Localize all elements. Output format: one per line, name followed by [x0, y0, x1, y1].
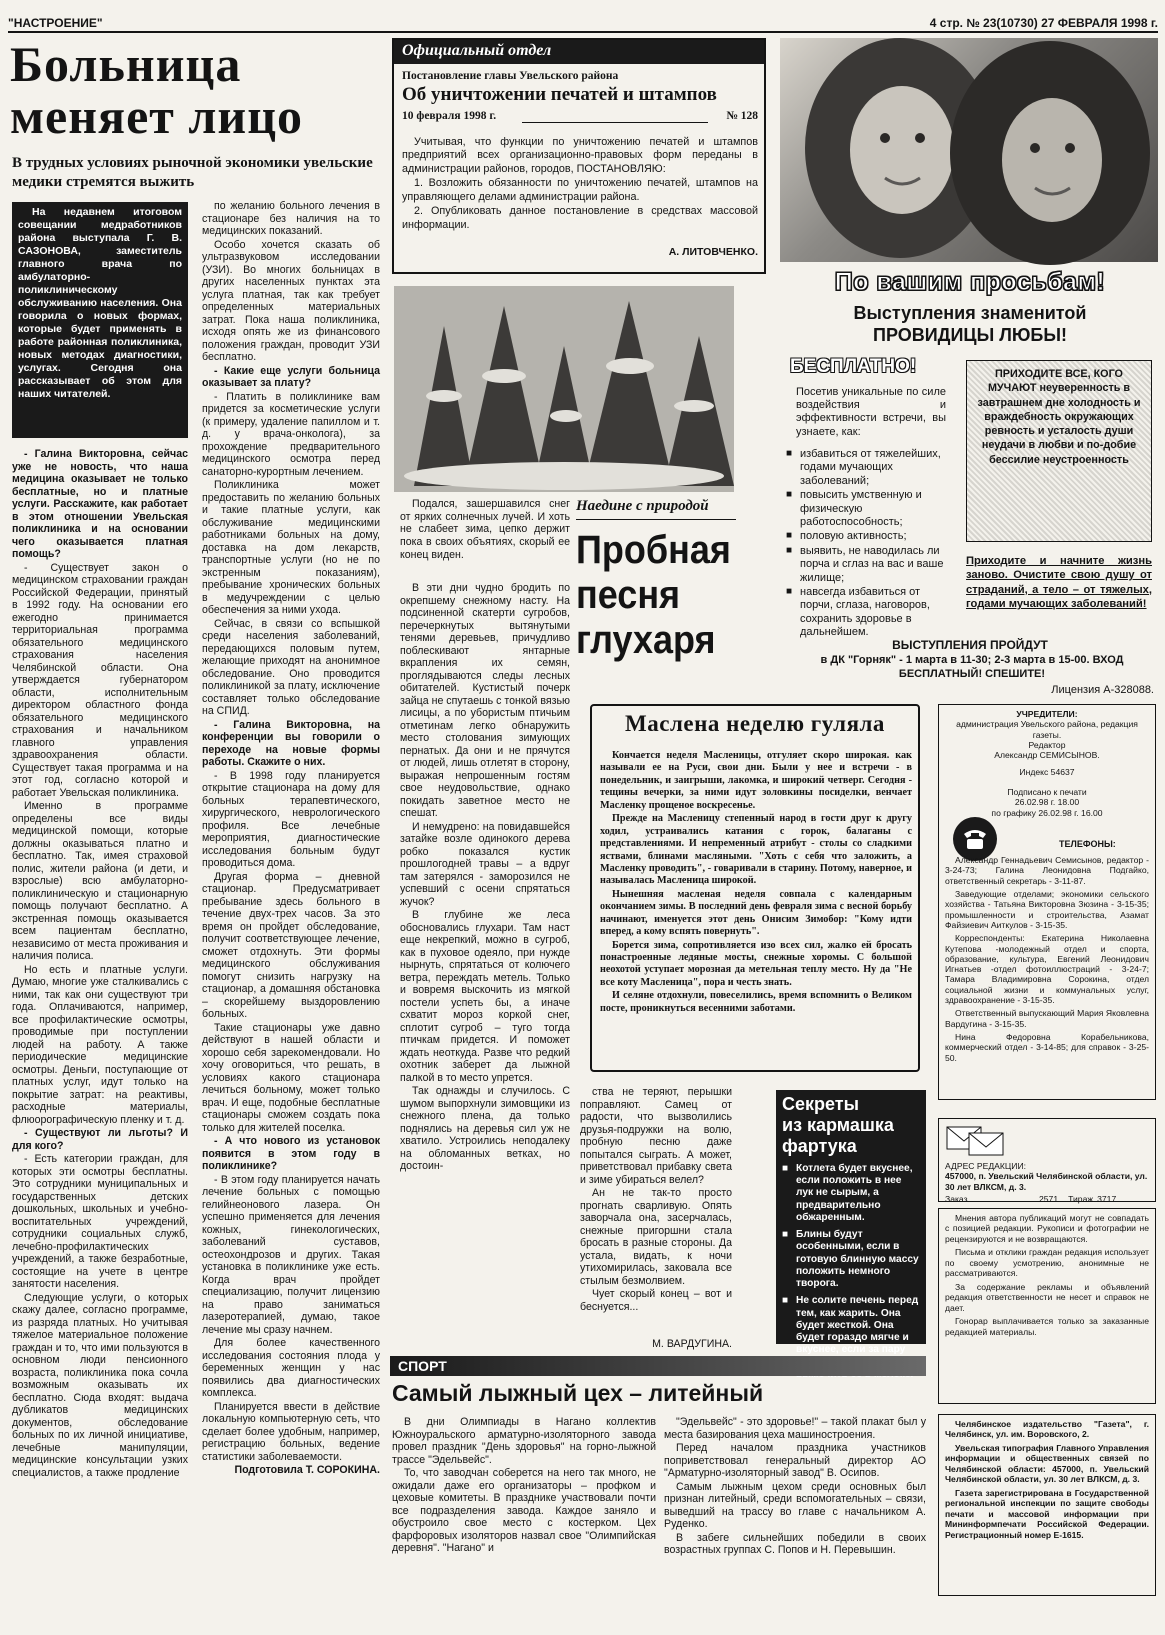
paragraph: Для более качественного исследования состояния плода у беременных женщин у нас появились два диагностических комплекса. [202, 1337, 380, 1399]
paragraph: Именно в программе определены все виды медицинской помощи, которые должны оказываться платно и бесплатно. Так, имея страховой полис, жители района (и дети, и взрослые) всю амбулаторно-поликлиническую и стационарную помощь получают бесплатно. А экстренная помощь оказывается всем пациентам бесплатно, независимо от места проживания и наличия полиса. [12, 800, 188, 962]
address-text: 457000, п. Увельский Челябинской области, ул. 30 лет ВЛКСМ, д. 3. [945, 1171, 1148, 1192]
paragraph: - Платить в поликлинике вам придется за косметические услуги (к примеру, удаление папиллом и т. д. у врача-онколога), за прохождение предварительного медицинского осмотра перед санаторно-курортным лечением. [202, 390, 380, 478]
phone-entry: Александр Геннадьевич Семисынов, редактор - 3-24-73; Галина Леонидовна Подгайко, ответственный секретарь - 3-11-87. [945, 855, 1149, 886]
recipes-title [782, 1094, 920, 1157]
ad-photo [780, 38, 1158, 262]
editorial-note: Письма и отклики граждан редакция использует по своему усмотрению, анонимные не рассматриваются. [945, 1247, 1149, 1279]
paragraph: - Существует закон о медицинском страховании граждан Российской Федерации, принятый в 1992 году. На основании его ежегодно принимается территориальная программа обязательного медицинского страхования населения Челябинской области. Она утверждается губернатором области, исполнительным директором областного фонда обязательного медицинского страхования и начальником главного управления здравоохранения области. Существует такая программа и на этот год, согласно которой и работает Увельская поликлиника. [12, 561, 188, 799]
editorial-note: За содержание рекламы и объявлений редакция ответственности не несет и справок не дает. [945, 1281, 1149, 1313]
ad-banner: По вашим просьбам! [834, 268, 1106, 296]
paragraph: 1. Возложить обязанности по уничтожению печатей, штампов на управляющего делами администрации района. [402, 177, 758, 203]
publisher-entry: Газета зарегистрирована в Государственной региональной инспекции по защите свободы печати и массовой информации при Мининформпечати Российской Федерации. Регистрационный номер Е-1615. [945, 1487, 1149, 1540]
sport-col2 [664, 1416, 926, 1628]
order-value: 2571 [1039, 1193, 1059, 1204]
recipe-item: ■ Не солите печень перед тем, как жарить. Она будет жесткой. Она будет гораздо мягче и вкуснее, если за пару [782, 1295, 920, 1381]
phone-entry: Заведующие отделами; экономики сельского хозяйства - Татьяна Викторовна Зюзина - 3-15-35; промышленности и строительства, Азамат Файзиевич Аиткулов - 3-15-35. [945, 888, 1149, 930]
ad-free: БЕСПЛАТНО! [790, 356, 917, 377]
paragraph: И немудрено: на повидавшейся затайке возле одинокого дерева робко показался кустик прошлогодней травы – а вдруг там затерялся - заморозился не успевший с осени спрятаться жучок? [400, 820, 570, 908]
schedule: по графику 26.02.98 г. 16.00 [991, 807, 1103, 818]
paragraph: В забеге сильнейших победили в своих возрастных группах С. Попов и Н. Перевышин. [664, 1531, 926, 1556]
run-label: Тираж [1068, 1193, 1094, 1204]
hospital-title-line2: меняет лицо [10, 88, 304, 144]
paragraph: Сейчас, в связи со вспышкой среди населения заболеваний, передающихся половым путем, желающие приходят на анонимное обследование. Оно проводится поликлиникой за плату, исключение составляет только обследование на СПИД. [202, 617, 380, 717]
paragraph: Планируется ввести в действие локальную компьютерную сеть, что сделает более удобным, например, регистрацию больных, ведение статистики заболеваемости. [202, 1400, 380, 1463]
women-photo-icon [780, 38, 1158, 262]
paragraph: Самым лыжным цехом среди основных был признан литейный, среди вспомогательных – связи, выведший на трассу во главе с начальником А. Руденко. [664, 1480, 926, 1530]
ad-license: Лицензия А-328088. [1051, 684, 1154, 696]
editor-name: Александр СЕМИСЫНОВ. [994, 750, 1100, 761]
paragraph: - В 1998 году планируется открытие стационара на дому для больных терапевтического, хирургического, неврологического профиля. Все лечебные мероприятия, диагностические исследования больным будут проводиться дома. [202, 769, 380, 869]
paragraph: Следующие услуги, о которых скажу далее, согласно программе, из разряда платных. Но учитывая тяжелое материальное положение граждан и то, что ими пользуются в основном люди пенсионного возраста, поликлиника пока сочла возможным оказывать их бесплатно. Сюда входят: выдача дубликатов медицинских документов, обследование больных по их личной инициативе, лечебные манипуляции, медицинские консультации узких специалистов, а также продление [12, 1291, 188, 1479]
ad-shows: в ДК "Горняк" - 1 марта в 11-30; 2-3 марта в 15-00. ВХОД БЕСПЛАТНЫЙ! СПЕШИТЕ! [820, 654, 1124, 680]
official-banner: Официальный отдел [394, 40, 764, 64]
editor-label: Редактор [1028, 739, 1066, 750]
sport-rubric-bar [390, 1356, 926, 1376]
address-label: АДРЕС РЕДАКЦИИ: [945, 1161, 1027, 1171]
nature-title-line1: Пробная [576, 528, 731, 572]
paragraph: - В этом году планируется начать лечение больных с помощью гелийнеонового лазера. Он успешно применяется для лечения кожных, гинекологических, заболеваний суставов, остеохондрозов и других. Такая установка в поликлинике уже есть. Когда врач пройдет специализацию, получит лицензию на право заниматься лазеротерапией, думаю, такое лечение мы сразу начнем. [202, 1173, 380, 1336]
ad-shows-title: ВЫСТУПЛЕНИЯ ПРОЙДУТ [892, 638, 1048, 652]
recipes-list [782, 1163, 920, 1381]
paragraph: - Существуют ли льготы? И для кого? [12, 1127, 188, 1152]
recipe-item: ■ Котлета будет вкуснее, если положить в нее лук не сырым, а предварительно обжаренным. [782, 1163, 920, 1224]
paragraph: Учитывая, что функции по уничтожению печатей и штампов предприятий всех организационно-правовых форм переданы в администрации районов, городов, ПОСТАНОВЛЯЮ: [402, 136, 758, 175]
phones-label: ТЕЛЕФОНЫ: [1059, 839, 1116, 849]
paragraph: 2. Опубликовать данное постановление в средствах массовой информации. [402, 205, 758, 231]
paragraph: В дни Олимпиады в Нагано коллектив Южноуральского арматурно-изоляторного завода провел праздник "День здоровья" на горно-лыжной трассе "Эдельвейс". [392, 1416, 656, 1466]
paragraph: Перед началом праздника участников поприветствовал генеральный директор АО "Арматурно-изоляторный завод" В. Осипов. [664, 1442, 926, 1479]
ad-bullet: ■ навсегда избавиться от порчи, сглаза, наговоров, сохранить здоровье в дальнейшем. [786, 586, 950, 640]
envelope-icon [945, 1123, 1009, 1159]
paragraph: В глубине же леса обосновались глухари. Там наст еще некрепкий, можно в сугроб, как в пуховое одеяло, при нужде нырнуть, спрятаться от колючего ветра, переждать метель. Только и вовремя выскочить из мягкой постели успеть бы, а иначе схватит мороз коркой снег, сплотит сугроб – туго тогда птичкам придется. И поможет ждать неоткуда. Разве что редкий охотник заберет да лыжной палкой в то место упрется. [400, 909, 570, 1084]
paragraph: В эти дни чудно бродить по окрепшему снежному насту. На подсиненной скатерти сугробов, перечеркнутых вытянутыми тенями деревьев, причудливо поблескивают янтарные вкрапления их семян, проглядываются следы лесных обитателей. Кустистый почерк зайца не спутаешь с тонкой вязью лисицы, а по убористым птичьим отметинам легко обнаружить место столования зимующих пернатых. Да они и не прячутся от людей, лишь отлетят в сторону, выражая непрошенным гостям свое неудовольствие, однако покидать заветное место не спешат. [400, 582, 570, 819]
hospital-title [10, 38, 390, 148]
hospital-col1 [12, 448, 188, 1635]
paragraph: Нынешняя масленая неделя совпала с календарным окончанием зимы. В последний день февраля зима с весной борьбу начинают, именуется этот день Онисим Зимобор: "Кому идти вперед, а кому вспять повернуть". [600, 888, 912, 938]
ad-box [966, 360, 1152, 542]
ad-title [790, 302, 1150, 350]
ad-bullet: ■ избавиться от тяжелейших, годами мучающих заболеваний; [786, 448, 950, 488]
hospital-subtitle: В трудных условиях рыночной экономики увельские медики стремятся выжить [12, 155, 373, 190]
paragraph: ства не теряют, перышки поправляют. Самец от радости, что вызволились друзья-подружки на волю, пробную песню даже попытался сыграть. А может, приветствовал прибавку света и зиме убираться велел? [580, 1086, 732, 1186]
editorial-note: Гонорар выплачивается только за заказанные редакцией материалы. [945, 1316, 1149, 1337]
address-box [938, 1118, 1156, 1202]
paragraph: - А что нового из установок появится в этом году в поликлинике? [202, 1135, 380, 1172]
maslenitsa-title: Маслена неделю гуляла [625, 711, 885, 736]
header-rubric: "НАСТРОЕНИЕ" [8, 16, 103, 30]
hospital-signature: Подготовила Т. СОРОКИНА. [234, 1464, 380, 1476]
publisher-entry: Увельская типография Главного Управления информации и общественных связей по Челябинской области: 457000, п. Увельский Челябинской области, ул. 30 лет ВЛКСМ, д. 3. [945, 1442, 1149, 1485]
phone-entry: Ответственный выпускающий Мария Яковлевна Вардугина - 3-15-35. [945, 1008, 1149, 1029]
paragraph: по желанию больного лечения в стационаре без наличия на то медицинских показаний. [202, 200, 380, 237]
official-rule [522, 122, 708, 123]
official-signature: А. ЛИТОВЧЕНКО. [668, 246, 758, 258]
sport-col1 [392, 1416, 656, 1628]
nature-title-line3: глухаря [576, 618, 716, 662]
ad-intro: Посетив уникальные по силе воздействия и эффективности встречи, вы узнаете, как: [796, 386, 946, 438]
paragraph: Особо хочется сказать об ультразвуковом исследовании (УЗИ). Во многих больницах в других населенных пунктах эта услуга платная, так как требует определенных материальных затрат. Пока наша поликлиника, исходя опять же из финансового положения граждан, проводит УЗИ бесплатно. [202, 238, 380, 363]
official-box [392, 38, 766, 274]
hospital-lead [12, 202, 188, 438]
index: Индекс 54637 [1019, 766, 1075, 777]
maslenitsa-box [590, 704, 920, 1072]
paragraph: - Есть категории граждан, для которых эти осмотры бесплатны. Это сотрудники муниципальных и государственных детских дошкольных, школьных и учебно-воспитательных учреждений, сотрудники социальных служб, лечебно-профилактических учреждений, а также безработные, состоящие на учете в центре занятости населения. [12, 1153, 188, 1290]
run-value: 3717 [1097, 1193, 1117, 1204]
phone-entry: Корреспонденты: Екатерина Николаевна Кутепова -молодежный отдел и спорта, образование, культура, Евгений Леонидович Игнатьев -отдел фотоиллюстраций - 3-24-7; Тамара Владимировна Сорокина, отдел социальной жизни и коммунальных услуг, здравоохранение - 3-15-35. [945, 933, 1149, 1006]
issue-line: 4 стр. № 23(10730) 27 ФЕВРАЛЯ 1998 г. [929, 16, 1158, 30]
order-row [945, 1194, 1149, 1204]
recipes-title-line2: из кармашка [782, 1115, 894, 1135]
sport-title: Самый лыжный цех – литейный [392, 1380, 764, 1406]
forest-photo [394, 286, 734, 492]
ad-bullet: ■ половую активность; [786, 530, 950, 543]
paragraph: - Галина Викторовна, сейчас уже не новость, что наша медицина оказывает не только бесплатные, но и платные услуги. Расскажите, как работает в этом отношении Увельская поликлиника и на основании чего оказывается платная помощь? [12, 448, 188, 560]
publisher-box [938, 1414, 1156, 1596]
official-title: Об уничтожении печатей и штампов [402, 84, 717, 105]
paragraph: Поликлиника может предоставить по желанию больных и такие платные услуги, как обслуживание медицинскими работниками больных на дому, доставка на дом лекарств, транспортные услуги (но не по экстренным показаниям), пребывание хронических больных в медучреждении с целью обеспечения за ними ухода. [202, 479, 380, 616]
recipe-item: ■ Блины будут особенными, если в готовую блинную массу положить немного творога. [782, 1229, 920, 1290]
paragraph: То, что заводчан соберется на него так много, не ожидали даже его организаторы – профком и цеховые комитеты. В празднике участвовали почти все подразделения завода. Каждое заняло и обустроило свое место с костерком. Цех фарфоровых изоляторов назвал свое "Олимпийская деревня". "Нагано" и [392, 1467, 656, 1554]
header-rule [8, 31, 1158, 33]
imprint-box [938, 704, 1156, 1100]
paragraph: И селяне отдохнули, повеселились, время вспомнить о Великом посте, проникнуться весенними заботами. [600, 990, 912, 1014]
paragraph: Чует скорый конец – вот и беснуется... [580, 1288, 732, 1313]
signed-label: Подписано к печати [1007, 786, 1087, 797]
phones-list [945, 855, 1149, 1091]
paragraph: Кончается неделя Масленицы, отгуляет скоро широкая. как называли ее на Руси, свои дни. Были у нее и встречи - в понедельник, и заигрыши, лакомка, и широкий четверг. Сегодня - тещины вечерки, за ними идут золовкины посиделки, венчает Масленку прощеное воскресенье. [600, 750, 912, 811]
founders-label: УЧРЕДИТЕЛИ: [1016, 709, 1078, 719]
paragraph: "Эдельвейс" - это здоровье!" – такой плакат был у места базирования цеха машиностроения. [664, 1416, 926, 1441]
founders-text: администрация Увельского района, редакция газеты. [956, 719, 1138, 740]
paragraph: Прежде на Масленицу степенный народ в гости друг к другу ходил, устраивались катания с горок, балаганы с представлениями. И непременный атрибут - столы со сладкими яствами, блинами масляными. "Хоть с себя что заложить, а Масленку проводить", - говаривали в старину. Потому, наверное, и называлась Масленица широкой. [600, 813, 912, 887]
recipes-box [776, 1090, 926, 1356]
ad-call: Приходите и начните жизнь заново. Очистите свою душу от страданий, а тело – от тяжелых, годами мучающих заболеваний! [966, 555, 1152, 610]
paragraph: Другая форма – дневной стационар. Предусматривает пребывание здесь больного в течение двух-трех часов. За это время он пройдет обследование, получит соответствующее лечение, сможет отдохнуть. Эти формы медицинского обслуживания помогут снизить нагрузку на стационар, а домашняя обстановка – скорейшему выздоровлению больных. [202, 870, 380, 1020]
nature-top-text: Подался, зашершавился снег от ярких солнечных лучей. И хоть не слабеет зима, цепко держит пока в своих объятиях, скорый ее конец виден. [400, 498, 570, 561]
paragraph: - Галина Викторовна, на конференции вы говорили о переходе на новые формы работы. Скажите о них. [202, 718, 380, 768]
official-date: 10 февраля 1998 г. [402, 110, 497, 122]
paragraph: - Какие еще услуги больница оказывает за плату? [202, 364, 380, 389]
nature-rubric: Наедине с природой [576, 498, 736, 520]
hospital-col2 [202, 200, 380, 1635]
recipes-title-line3: фартука [782, 1136, 857, 1156]
sport-rubric: СПОРТ [398, 1358, 447, 1374]
paragraph: Борется зима, сопротивляется изо всех сил, жалко ей бросать понастроенные ледяные мосты, снежные хоромы. С большой неохотой уступает морозная да метельная теплу место. Ну да "Не все коту Масленица", пора и честь знать. [600, 939, 912, 988]
ad-title-line2: ПРОВИДИЦЫ ЛЮБЫ! [873, 325, 1067, 345]
maslenitsa-body [600, 750, 912, 1068]
ad-bullets [786, 448, 950, 638]
founders [945, 709, 1149, 818]
hospital-title-line1: Больница [10, 36, 242, 92]
phone-entry: Нина Федоровна Корабельникова, коммерческий отдел - 3-14-85; для справок - 3-25-50. [945, 1032, 1149, 1063]
recipes-title-line1: Секреты [782, 1094, 859, 1114]
hospital-lead-text: На недавнем итоговом совещании медработников района выступала Г. В. САЗОНОВА, заместитель главного врача по амбулаторно-поликлиническому обслуживанию населения. Она говорила о новых формах, которые будет применять в работе районная поликлиника, новых методах диагностики, услугах. Сегодня она рассказывает об этом для наших читателей. [18, 206, 182, 401]
official-body [402, 136, 758, 236]
ad-box-text: ПРИХОДИТЕ ВСЕ, КОГО МУЧАЮТ неуверенность в завтрашнем дне холодность и враждебность окружающих ревность и усталость души неудачи в любви и по-добие бессилие неустроенность [977, 368, 1141, 466]
ad-bullet: ■ выявить, не наводилась ли порча и сглаз на вас и ваше жилище; [786, 545, 950, 585]
ad-bullet: ■ повысить умственную и физическую работоспособность; [786, 489, 950, 529]
paragraph: Так однажды и случилось. С шумом выпорхнули зимовщики из снежного плена, да только поднялись на деревья сил уж не хватило. Устроились неподалеку на обломанных ветках, но достоин- [400, 1085, 570, 1172]
paragraph: Ан не так-то просто прогнать сварливую. Опять заворчала она, засерчалась, снежные пригоршни стала бросать в разные стороны. Да устала, видать, к ночи утихомирилась, заковала все стылым безмолвием. [580, 1187, 732, 1287]
paragraph: Такие стационары уже давно действуют в нашей области и хорошо себя зарекомендовали. Но хочу оговориться, что решать, в условиях какого стационара лечиться больному, может только врач. И еще, подобные бесплатные стационары сможем создать пока только для жителей поселка. [202, 1021, 380, 1134]
nature-col-b [580, 1086, 732, 1340]
snowy-forest-icon [394, 286, 734, 492]
signed-date: 26.02.98 г. 18.00 [1014, 797, 1080, 808]
publisher-entry: Челябинское издательство "Газета", г. Челябинск, ул. им. Воровского, 2. [945, 1419, 1149, 1440]
ad-title-line1: Выступления знаменитой [853, 303, 1087, 323]
paragraph: Но есть и платные услуги. Думаю, многие уже сталкивались с ними, так как они существуют три года. Оплачиваются, например, все профилактические осмотры, проводимые при поступлении людей на работу. А также периодические медицинские осмотры. Деньги, поступающие от платных услуг, идут только на покрытие затрат: на реактивы, расходные материалы, флюорографическую пленку и т. д. [12, 963, 188, 1126]
official-number: № 128 [726, 110, 758, 122]
nature-col-a [400, 582, 570, 1360]
nature-title-line2: песня [576, 573, 681, 617]
order-label: Заказ [945, 1193, 968, 1204]
nature-signature: М. ВАРДУГИНА. [652, 1338, 732, 1350]
editorial-note: Мнения автора публикаций могут не совпадать с позицией редакции. Рукописи и фотографии не рецензируются и не возвращаются. [945, 1213, 1149, 1244]
official-line1: Постановление главы Увельского района [402, 70, 619, 82]
nature-title [576, 528, 731, 678]
notes-box [938, 1208, 1156, 1404]
